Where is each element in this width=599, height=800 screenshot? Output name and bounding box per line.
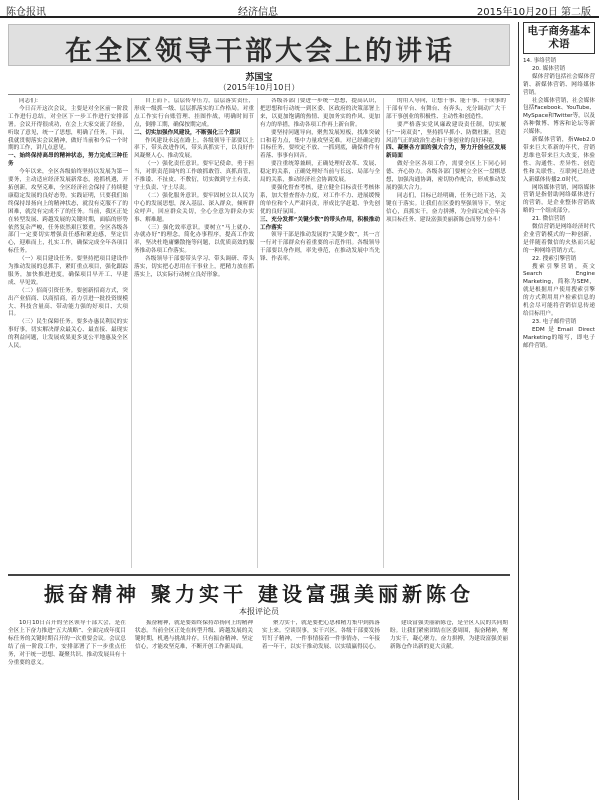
paragraph: （三）民生保障任务。要多办惠民利民的实事好事，切实解决群众最关心、最直接、最现实的利益问题，让发展成果更多更公平地惠及全区人民。 [8,319,128,350]
glossary-body [523,58,595,351]
section-heading: 二、切实加强作风建设，不断强化三个意识 [134,129,241,136]
glossary-definition: 22. 搜索引擎营销 [532,255,577,262]
paragraph: 要坚持问题导向，聚焦发展短板，找准突破口和着力点，集中力量攻坚克难。对已经确定的目标任务，要咬定不放、一抓到底，确保件件有着落、事事有回音。 [260,129,380,160]
paragraph: 要注重统筹兼顾，正确处理好改革、发展、稳定的关系，正确处理好当前与长远、局部与全局的关系，推动经济社会协调发展。 [260,161,380,184]
paragraph: 作风建设永远在路上。各级领导干部要以上率下，带头改进作风，带头真抓实干，以良好作风凝聚人心、推动发展。 [134,137,254,160]
paragraph: 今日召开这次会议，主要是对全区前一阶段工作进行总结，对全区下一步工作进行安排部署。会议开得很成功，在会上大家交流了经验，听取了意见，统一了思想，明确了任务。下面，我就贯彻落实会议精神，做好当前和今后一个时期的工作，讲几点意见。 [8,105,128,152]
paragraph: 10月10日召开的全区领导干部大会，是在全区上下奋力推进“五大战略”、全面完成年度目标任务的关键时期召开的一次重要会议。会议总结了前一阶段工作，安排部署了下一步重点任务，对于统一思想、凝聚共识、推动发展具有十分重要的意义。 [8,620,126,666]
commentary-column-4 [390,620,508,794]
glossary-term: 14. 事络营销 [523,58,557,64]
section-heading: 一、始终保持高昂的精神状态，努力完成三种任务 [8,153,128,168]
glossary-definition: 新媒体营销，指Web2.0带来巨大革新的年代，营销思维也带来巨大改变，体验性、沟通性、差异性、创造性和关联性，互联网已经进入新媒体传播2.0时代。 [523,137,595,183]
paragraph: 领导干部是推动发展的“关键少数”，其一言一行对干部群众有着重要的示范作用。各级领导干部要以身作则，率先垂范，在推动发展中当先锋、作表率。 [260,232,380,263]
article-author: 苏国宝 [245,73,273,83]
paragraph: 各级各部门要进一步统一思想，提高认识，把思想和行动统一到区委、区政府的决策部署上来，以更加饱满的热情、更加务实的作风、更加有力的举措，推动各项工作再上新台阶。 [260,98,380,128]
glossary-title: 电子商务基本术语 [523,22,595,54]
article-date: （2015年10月10日） [218,83,300,92]
paragraph: （二）招商引资任务。要创新招商方式，突出产业招商、以商招商，着力引进一批投资规模大、科技含量高、带动能力强的好项目、大项目。 [8,287,128,318]
commentary-column-3 [262,620,380,794]
glossary-definition: 媒体营销包括社会媒体营销、新媒体营销、网络媒体营销。 [523,73,595,96]
paragraph: 做好全区各项工作，需要全区上下同心同德、齐心协力。各级各部门要树立全区一盘棋思想，加强沟通协调，密切协作配合，形成推动发展的强大合力。 [386,161,506,191]
commentary-headline: 振奋精神 聚力实干 建设富强美丽新陈仓 [44,582,474,606]
glossary-definition: 社会媒体营销，社会媒体包括Facebook、YouTube、MySpace和Twitter等，以及各种微博、博客和论坛等新兴媒体。 [523,97,595,136]
glossary-sidebar [523,22,595,796]
article-column-4 [386,98,506,568]
commentary-column-1 [8,620,126,794]
article-column-3 [260,98,380,568]
section-heading: 三、充分发挥“关键少数”的带头作用，积极推动工作落实 [260,216,380,231]
glossary-definition: 20. 媒体营销 [532,65,566,72]
sidebar-divider [518,22,519,800]
paragraph: （二）强化服务意识。要牢固树立以人民为中心的发展思想，深入基层、深入群众，倾听群众呼声，回应群众关切，全心全意为群众办实事、解难题。 [134,192,254,223]
glossary-definition: 网络媒体营销，网络媒体营销是指借助网络媒体进行的营销，是企业整体营销战略的一个组成部分。 [523,184,595,215]
masthead [0,0,599,18]
column-divider [383,98,384,568]
paragraph: 要严格落实党风廉政建设责任制，切实履行“一岗双责”，坚持抓早抓小、防微杜渐，营造风清气正的政治生态和干事创业的良好环境。 [386,121,506,144]
section-name: 经济信息 [238,7,278,18]
glossary-definition: 搜索引擎营销，英文Search Engine Marketing，简称为SEM，就是根据用户使用搜索引擎的方式利用用户检索信息的机会尽可能将营销信息传递给目标用户。 [523,263,595,317]
article-column-2 [134,98,254,568]
commentary-divider [8,574,510,576]
paragraph: 的用人导向，让想干事、能干事、干成事的干部有平台、有舞台、有奔头，充分调动广大干部干事创业的积极性、主动性和创造性。 [386,98,506,120]
glossary-definition: 21. 微信营销 [532,216,566,223]
paragraph: 同志们： [19,98,42,104]
column-divider [131,98,132,568]
column-divider [257,98,258,568]
article-headline: 在全区领导干部大会上的讲话 [65,36,455,67]
paragraph: （三）强化效率意识。要树立“马上就办、办就办好”的理念，简化办事程序，提高工作效率，坚决杜绝庸懒散拖等问题，以优质高效的服务推动各项工作落实。 [134,224,254,255]
newspaper-name: 陈仓报讯 [6,7,46,18]
paragraph: 同志们，目标已经明确，任务已经下达，关键在于落实。让我们在区委的坚强领导下，坚定信心，真抓实干，奋力拼搏，为全面完成全年各项目标任务、建设富强美丽新陈仓而努力奋斗！ [386,192,506,223]
commentary-column-2 [135,620,253,794]
paragraph: （一）项目建设任务。要坚持把项目建设作为推动发展的总抓手，紧盯重点项目，强化跟踪服务，加快推进进度，确保项目早开工、早建成、早见效。 [8,256,128,286]
paragraph: 各级领导干部要带头学习、带头调研、带头落实，切实把心思用在干事业上，把精力放在抓落实上，以实际行动树立良好形象。 [134,256,254,278]
paragraph: 要强化督查考核，建立健全目标责任考核体系，加大督查督办力度，对工作不力、进展缓慢的单位和个人严肃问责，形成比学赶超、争先创优的良好氛围。 [260,184,380,215]
paragraph: 自上而下，层层传导压力，层层落实责任，形成一级抓一级、层层抓落实的工作格局。对重点工作实行台账管理、挂图作战，明确时间节点，倒排工期，确保按期完成。 [134,98,254,128]
glossary-definition: 23. 电子邮件营销 [532,318,577,325]
section-heading: 四、凝聚各方面的强大合力，努力开创全区发展新局面 [386,145,506,160]
paragraph: 聚力实干，就是要把心思和精力集中到抓落实上来。空谈误事，实干兴区。各级干部要发扬钉钉子精神，一件事情接着一件事情办，一年接着一年干，以实干推动发展、以实绩赢得民心。 [262,620,380,650]
paragraph: 今年以来，全区各级始终坚持以发展为第一要务，主动适应经济发展新常态，抢抓机遇，开拓创新，攻坚克难，全区经济社会保持了持续健康稳定发展的良好态势。实践证明，只要我们始终保持昂扬向上的精神状态，就没有克服不了的困难，就没有完成不了的任务。当前，我区正处在转型发展、跨越发展的关键时期，面临的形势依然复杂严峻，任务依然艰巨繁重。全区各级各部门一定要切实增强责任感和紧迫感，坚定信心，迎难而上，扎实工作，确保完成全年各项目标任务。 [8,169,128,255]
paragraph: 振奋精神，就是要始终保持昂扬向上的精神状态。当前全区正处在转型升级、跨越发展的关键时期，机遇与挑战并存。只有振奋精神、坚定信心，才能攻坚克难，不断开创工作新局面。 [135,620,253,650]
issue-date-page: 2015年10月20日 第二版 [476,7,591,18]
article-divider [8,94,510,95]
commentary-byline: 本报评论员 [239,607,279,616]
glossary-definition: EDM是Email Direct Marketing的缩写，即电子邮件营销。 [523,326,595,349]
headline-banner [8,24,510,66]
glossary-definition: 微信营销是网络经济时代企业营销模式的一种创新，是伴随着微信的火热而兴起的一种网络营销方式。 [523,224,595,254]
paragraph: 建设富强美丽新陈仓，是全区人民的共同期盼。让我们紧密团结在区委周围，振奋精神，聚力实干，凝心聚力，奋力拼搏，为建设富强美丽新陈仓作出新的更大贡献。 [390,620,508,650]
article-column-1 [8,98,128,568]
paragraph: （一）强化责任意识。要牢记使命，勇于担当，对职责范围内的工作敢抓敢管、真抓真管，不推诿、不扯皮、不敷衍，切实做到守土有责、守土负责、守土尽责。 [134,161,254,191]
